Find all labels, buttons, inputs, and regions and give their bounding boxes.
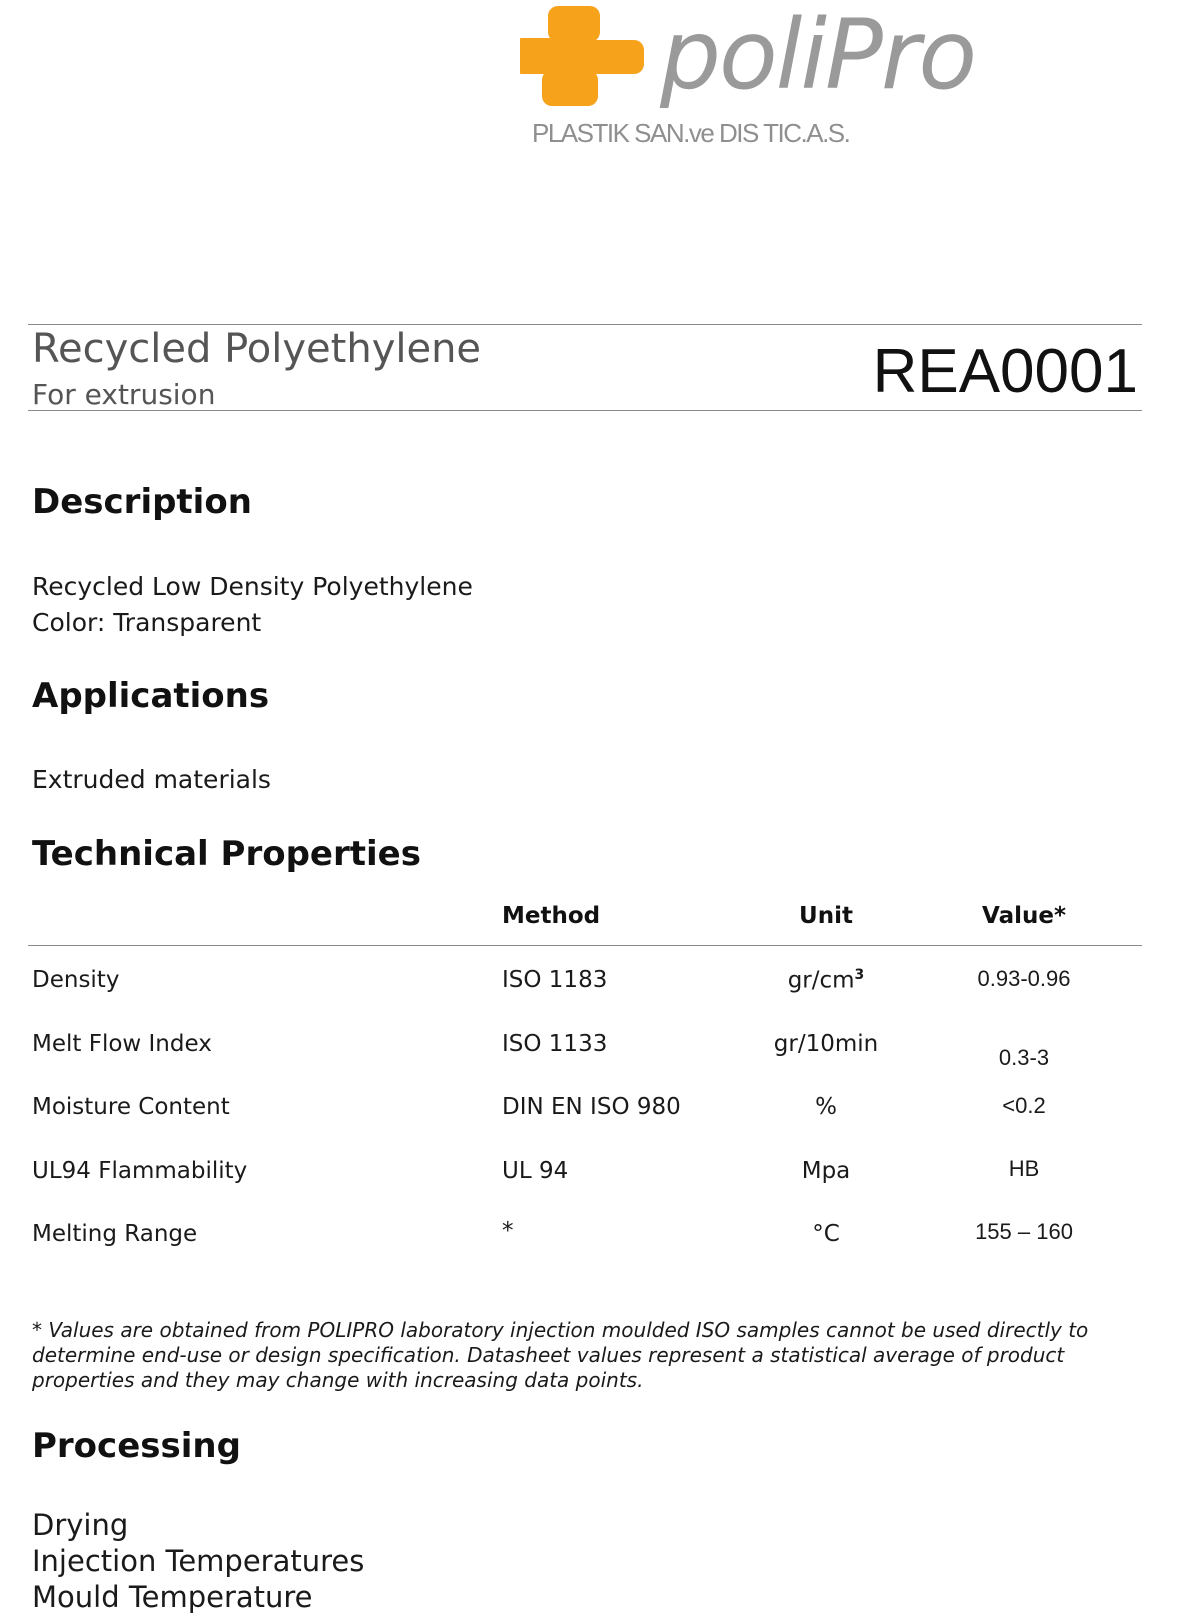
unit-superscript: 3: [854, 967, 865, 983]
property-name: Moisture Content: [32, 1094, 230, 1120]
column-header-value: Value*: [982, 903, 1066, 929]
description-heading: Description: [32, 482, 252, 522]
description-line: Color: Transparent: [32, 608, 262, 637]
header-bottom-rule: [28, 410, 1142, 411]
product-subtitle: For extrusion: [32, 378, 216, 411]
technical-heading: Technical Properties: [32, 834, 421, 874]
property-method: *: [502, 1218, 514, 1244]
processing-item: Injection Temperatures: [32, 1544, 365, 1578]
property-unit: [788, 967, 865, 994]
property-name: Melting Range: [32, 1221, 198, 1247]
column-header-method: Method: [502, 903, 601, 929]
property-name: UL94 Flammability: [32, 1158, 248, 1184]
property-method: UL 94: [502, 1158, 569, 1184]
logo-tagline: PLASTIK SAN.ve DIS TIC.A.S.: [532, 118, 850, 148]
property-method: ISO 1133: [502, 1031, 608, 1057]
values-footnote: * Values are obtained from POLIPRO laboratory injection moulded ISO samples cannot be used directly to determine end-use or design specification. Datasheet values represent a statistical average of product properties and they may change with increasing data points.: [32, 1318, 1089, 1392]
property-unit: %: [815, 1094, 837, 1120]
unit-text: gr/cm: [787, 967, 855, 994]
property-unit: Mpa: [801, 1158, 851, 1184]
applications-line: Extruded materials: [32, 765, 271, 794]
column-header-unit: Unit: [799, 903, 853, 929]
property-value: HB: [1008, 1156, 1040, 1181]
description-line: Recycled Low Density Polyethylene: [32, 572, 473, 601]
table-header-rule: [28, 945, 1142, 946]
logo-brand-text: poliPro: [660, 0, 976, 111]
property-value: 0.3-3: [998, 1045, 1050, 1070]
property-method: DIN EN ISO 980: [502, 1094, 681, 1120]
property-value: 155 – 160: [975, 1219, 1073, 1244]
property-value: 0.93-0.96: [977, 966, 1071, 991]
applications-heading: Applications: [32, 676, 270, 716]
processing-item: Mould Temperature: [32, 1580, 313, 1614]
property-value: <0.2: [1002, 1093, 1046, 1118]
property-unit: gr/10min: [773, 1031, 879, 1057]
product-code: REA0001: [872, 337, 1138, 406]
property-method: ISO 1183: [502, 967, 608, 993]
processing-heading: Processing: [32, 1426, 241, 1466]
processing-item: Drying: [32, 1508, 129, 1542]
property-name: Melt Flow Index: [32, 1031, 212, 1057]
property-unit: °C: [812, 1221, 840, 1247]
polipro-logo-icon: [520, 0, 1100, 120]
product-title: Recycled Polyethylene: [32, 326, 482, 372]
header-top-rule: [28, 324, 1142, 325]
property-name: Density: [32, 967, 120, 993]
